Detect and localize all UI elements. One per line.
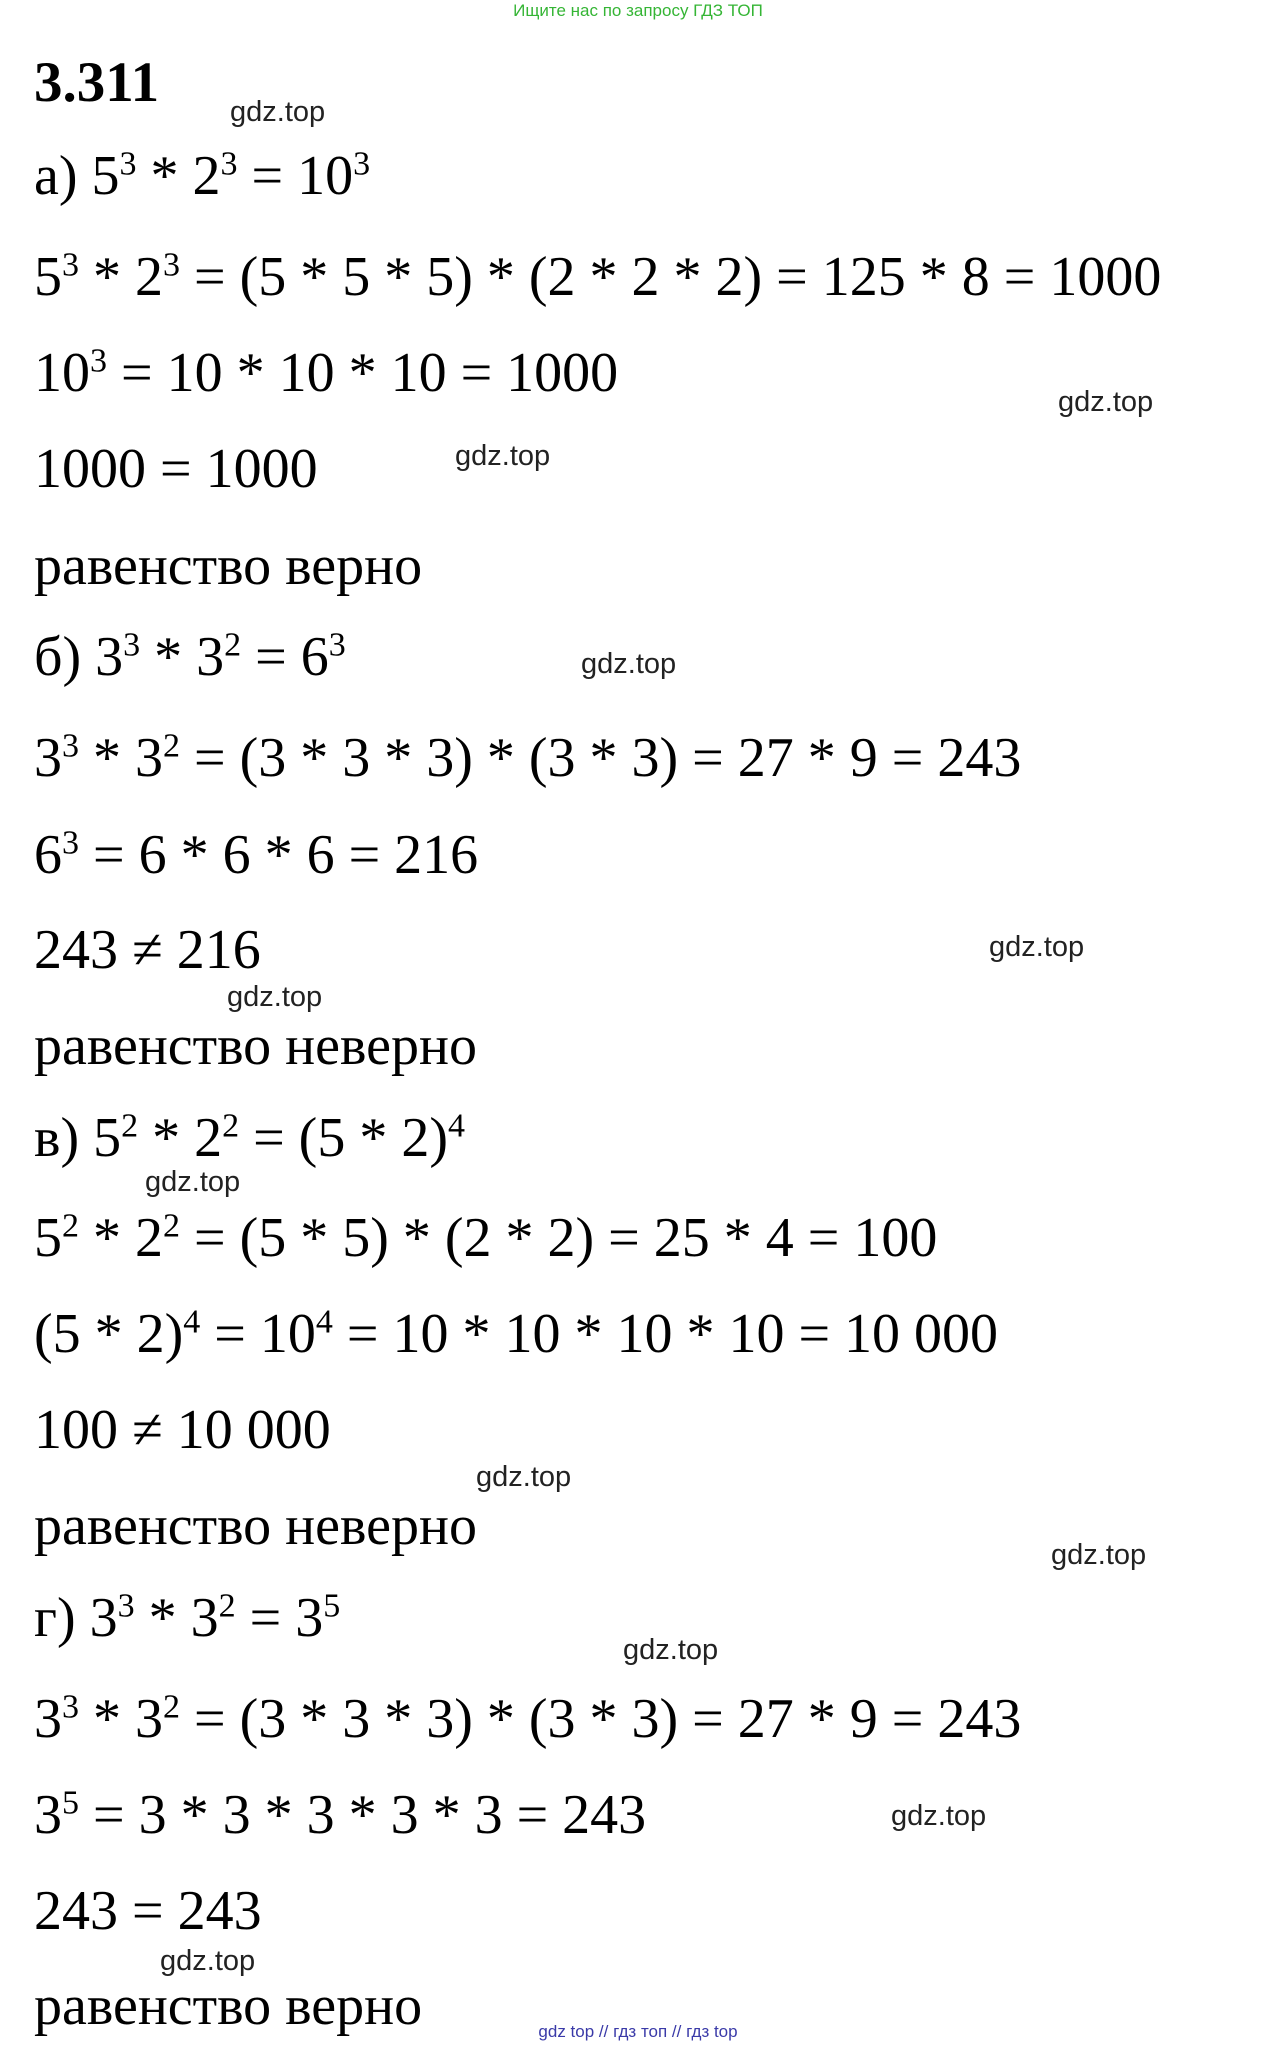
- part-a-line-1: $5^3 * 2^3 = (5 * 5 * 5) * (2 * 2 * 2) = 125 * 8 = 1000$: [34, 246, 1162, 308]
- part-label: в): [34, 1107, 80, 1169]
- watermark: gdz.top: [1051, 1539, 1147, 1571]
- part-g-statement: г) $3^3 * 3^2 = 3^5$: [34, 1587, 341, 1649]
- watermark: gdz.top: [230, 96, 326, 128]
- part-a-conclusion: равенство верно: [34, 535, 423, 597]
- part-b-conclusion: равенство неверно: [34, 1015, 477, 1077]
- part-g-line-2: $3^5 = 3 * 3 * 3 * 3 * 3 = 243$: [34, 1784, 647, 1846]
- watermark: gdz.top: [623, 1634, 719, 1666]
- watermark: gdz.top: [160, 1945, 256, 1977]
- part-v-line-1: $5^2 * 2^2 = (5 * 5) * (2 * 2) = 25 * 4 = 100$: [34, 1207, 938, 1269]
- part-v-conclusion: равенство неверно: [34, 1495, 477, 1557]
- part-g-conclusion: равенство верно: [34, 1975, 423, 2037]
- exercise-number: 3.311: [34, 51, 160, 114]
- watermark: gdz.top: [476, 1461, 572, 1493]
- watermark: gdz.top: [455, 440, 551, 472]
- part-a-line-3: 1000 = 1000: [34, 438, 318, 500]
- bottom-banner[interactable]: gdz top // гдз топ // гдз top: [538, 2022, 738, 2041]
- part-b-line-3: 243 ≠ 216: [34, 919, 261, 981]
- part-label: б): [34, 626, 82, 688]
- part-b-line-2: $6^3 = 6 * 6 * 6 = 216$: [34, 824, 479, 886]
- part-g-line-3: 243 = 243: [34, 1880, 262, 1942]
- watermark: gdz.top: [581, 648, 677, 680]
- part-v-statement: в) $5^2 * 2^2 = (5 * 2)^4$: [34, 1107, 465, 1169]
- part-label: а): [34, 145, 78, 207]
- top-banner[interactable]: Ищите нас по запросу ГДЗ ТОП: [513, 1, 763, 20]
- watermark: gdz.top: [891, 1800, 987, 1832]
- part-a-line-2: $10^3 = 10 * 10 * 10 = 1000$: [34, 342, 619, 404]
- watermark: gdz.top: [145, 1166, 241, 1198]
- part-b-line-1: $3^3 * 3^2 = (3 * 3 * 3) * (3 * 3) = 27 * 9 = 243$: [34, 727, 1022, 789]
- watermark: gdz.top: [1058, 386, 1154, 418]
- watermark: gdz.top: [227, 981, 323, 1013]
- part-g-line-1: $3^3 * 3^2 = (3 * 3 * 3) * (3 * 3) = 27 * 9 = 243$: [34, 1688, 1022, 1750]
- part-label: г): [34, 1587, 76, 1649]
- part-a-statement: а) $5^3 * 2^3 = 10^3$: [34, 145, 371, 207]
- part-v-line-3: 100 ≠ 10 000: [34, 1399, 331, 1461]
- part-b-statement: б) $3^3 * 3^2 = 6^3$: [34, 626, 346, 688]
- part-v-line-2: $(5 * 2)^4 = 10^4 = 10 * 10 * 10 * 10 = 10$ 000: [34, 1303, 999, 1365]
- watermark: gdz.top: [989, 931, 1085, 963]
